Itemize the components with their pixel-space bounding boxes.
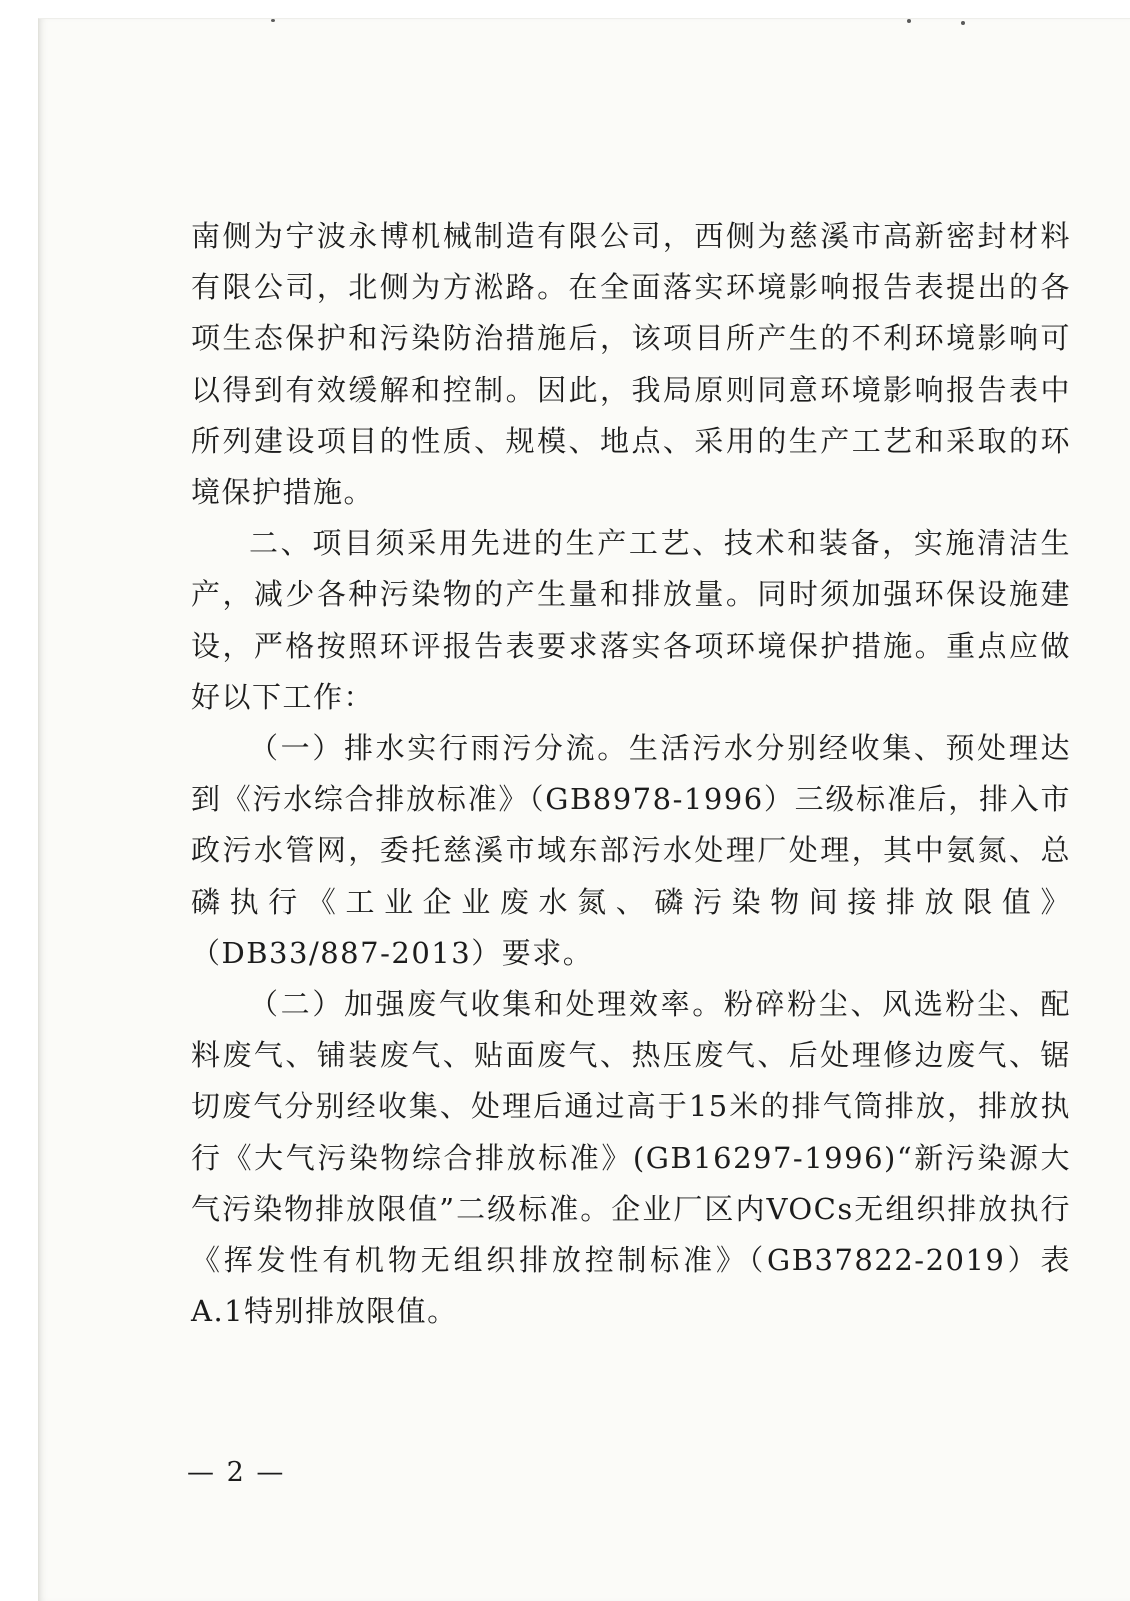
paragraph-drainage: （一）排水实行雨污分流。生活污水分别经收集、预处理达到《污水综合排放标准》（GB8978-1996）三级标准后，排入市政污水管网，委托慈溪市域东部污水处理厂处理，其中氨氮、总磷执行《工业企业废水氮、磷污染物间接排放限值》（DB33/887-2013）要求。 [191, 731, 1071, 970]
scan-speck [271, 19, 275, 22]
scan-speck [961, 21, 965, 25]
page-number: — 2 — [187, 1457, 286, 1488]
document-body [191, 211, 1071, 1337]
paragraph-location: 南侧为宁波永博机械制造有限公司，西侧为慈溪市高新密封材料有限公司，北侧为方淞路。在全面落实环境影响报告表提出的各项生态保护和污染防治措施后，该项目所产生的不利环境影响可以得到有效缓解和控制。因此，我局原则同意环境影响报告表中所列建设项目的性质、规模、地点、采用的生产工艺和采取的环境保护措施。 [191, 219, 1071, 510]
document-page [38, 18, 1130, 1601]
paragraph-waste-gas: （二）加强废气收集和处理效率。粉碎粉尘、风选粉尘、配料废气、铺装废气、贴面废气、热压废气、后处理修边废气、锯切废气分别经收集、处理后通过高于15米的排气筒排放，排放执行《大气污染物综合排放标准》(GB16297-1996)“新污染源大气污染物排放限值”二级标准。企业厂区内VOCs无组织排放执行《挥发性有机物无组织排放控制标准》（GB37822-2019）表A.1特别排放限值。 [191, 987, 1071, 1329]
paragraph-requirements: 二、项目须采用先进的生产工艺、技术和装备，实施清洁生产，减少各种污染物的产生量和排放量。同时须加强环保设施建设，严格按照环评报告表要求落实各项环境保护措施。重点应做好以下工作： [191, 526, 1071, 714]
scan-speck [907, 19, 911, 23]
